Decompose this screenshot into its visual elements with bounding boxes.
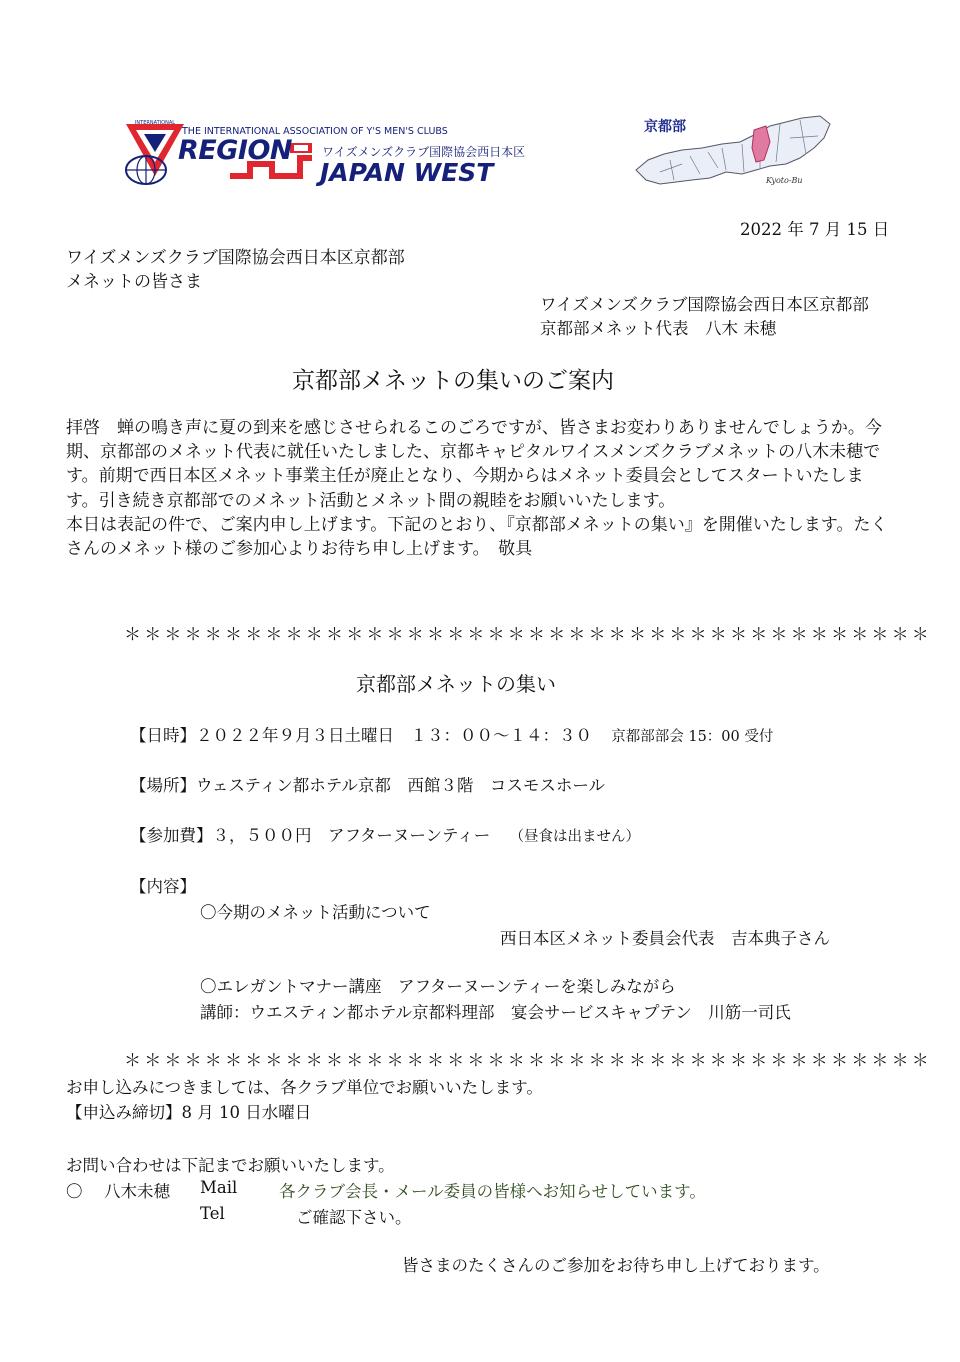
map-signature: Kyoto-Bu: [766, 176, 803, 185]
event-item-1-speaker: 西日本区メネット委員会代表 吉本典子さん: [500, 929, 830, 948]
page-title: 京都部メネットの集いのご案内: [292, 368, 614, 394]
contact-mail-label: Mail: [200, 1178, 238, 1197]
contact-name: 八木未穂: [104, 1182, 170, 1201]
letter-date: 2022 年 7 月 15 日: [740, 220, 890, 239]
recipient-line-2: メネットの皆さま: [66, 272, 202, 292]
contact-bullet: 〇: [66, 1182, 83, 1201]
logo-region-word: REGION: [178, 135, 292, 166]
contact-mail-note: 各クラブ会長・メール委員の皆様へお知らせしています。: [279, 1182, 706, 1201]
letter-body: [66, 416, 896, 561]
application-deadline-value: 8 月 10 日水曜日: [181, 1103, 312, 1122]
sender-line-1: ワイズメンズクラブ国際協会西日本区京都部: [540, 295, 869, 314]
event-item-2-speaker: 講師：ウエスティン都ホテル京都料理部 宴会サービスキャプテン 川筋一司氏: [200, 1003, 791, 1022]
event-content-label: 【内容】: [130, 877, 196, 896]
kyoto-bu-map: [630, 108, 835, 190]
event-fee-value: ３，５００円 アフターヌーンティー: [212, 826, 491, 845]
event-item-1-title: 〇今期のメネット活動について: [200, 903, 431, 922]
event-datetime-row: [130, 722, 773, 746]
event-fee-note: （昼食は出ません）: [509, 829, 640, 845]
logo-japan-west: JAPAN WEST: [320, 158, 494, 187]
region-japan-west-logo: [122, 118, 526, 190]
event-place-value: ウェスティン都ホテル京都 西館３階 コスモスホール: [196, 776, 606, 795]
logo-tagline: THE INTERNATIONAL ASSOCIATION OF Y'S MEN'S CLUBS: [182, 126, 448, 137]
body-paragraph-1: 拝啓 蝉の鳴き声に夏の到来を感じさせられるこのごろですが、皆さまお変わりありませんでしょうか。今期、京都部のメネット代表に就任いたしました、京都キャピタルワイスメンズクラブメネットの八木未穂です。前期で西日本区メネット事業主任が廃止となり、今期からはメネット委員会としてスタートいたします。引き続き京都部でのメネット活動とメネット間の親睦をお願いいたします。: [66, 418, 882, 511]
event-name: 京都部メネットの集い: [356, 672, 556, 696]
event-fee-row: [130, 822, 640, 846]
body-paragraph-2: 本日は表記の件で、ご案内申し上げます。下記のとおり、『京都部メネットの集い』を開催いたします。たくさんのメネット様のご参加心よりお待ち申し上げます。 敬具: [66, 514, 888, 560]
event-datetime-value: ２０２２年９月３日土曜日 １３：００～１４：３０: [196, 726, 592, 745]
closing-line: 皆さまのたくさんのご参加をお待ち申し上げております。: [402, 1256, 830, 1275]
map-label: 京都部: [644, 119, 686, 135]
contact-tel-note: ご確認下さい。: [296, 1208, 412, 1227]
event-fee-label: 【参加費】: [130, 826, 213, 845]
application-deadline-label: 【申込み締切】: [66, 1103, 182, 1122]
logo-jp-name: ワイズメンズクラブ国際協会西日本区: [322, 145, 526, 159]
application-deadline-row: [66, 1099, 311, 1123]
event-item-2-title: 〇エレガントマナー講座 アフターヌーンティーを楽しみながら: [200, 977, 676, 996]
event-place-row: [130, 772, 605, 796]
separator-bottom: ＊＊＊＊＊＊＊＊＊＊＊＊＊＊＊＊＊＊＊＊＊＊＊＊＊＊＊＊＊＊＊＊＊＊＊＊＊＊＊＊: [124, 1051, 932, 1071]
event-datetime-label: 【日時】: [130, 726, 196, 745]
event-datetime-note: 京都部部会 15：00 受付: [611, 729, 774, 745]
contact-tel-label: Tel: [200, 1204, 225, 1223]
svg-text:INTERNATIONAL: INTERNATIONAL: [134, 120, 176, 126]
event-place-label: 【場所】: [130, 776, 196, 795]
sender-line-2: 京都部メネット代表 八木 未穂: [540, 319, 777, 338]
separator-top: ＊＊＊＊＊＊＊＊＊＊＊＊＊＊＊＊＊＊＊＊＊＊＊＊＊＊＊＊＊＊＊＊＊＊＊＊＊＊＊＊: [124, 625, 932, 645]
recipient-line-1: ワイズメンズクラブ国際協会西日本区京都部: [66, 248, 405, 268]
contact-intro: お問い合わせは下記までお願いいたします。: [66, 1156, 395, 1175]
application-note: お申し込みにつきましては、各クラブ単位でお願いいたします。: [66, 1078, 543, 1097]
